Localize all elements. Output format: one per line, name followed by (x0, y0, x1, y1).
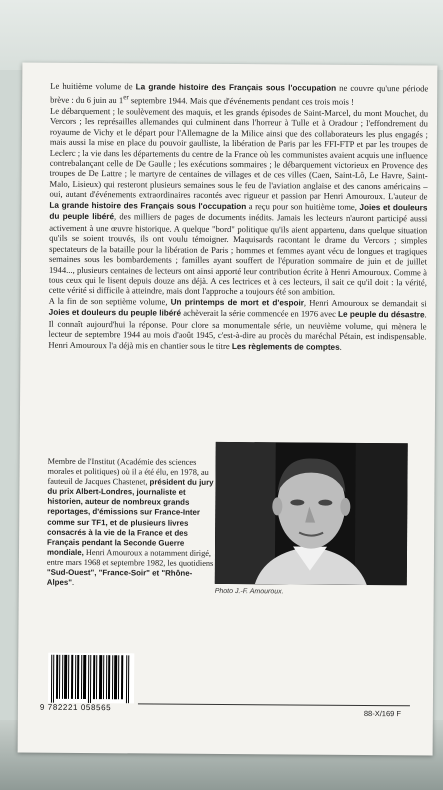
author-biography: Membre de l'Institut (Académie des sciences morales et politiques) où il a été élu, en 1978, au fauteuil de Jacques Chastenet, président du jury du prix Albert-Londres, journaliste et historien, auteur de nombreux grands reportages, d'émissions sur France-Inter comme sur TF1, et de plusieurs livres consacrés à la vie de la France et des Français pendant la Seconde Guerre mondiale, Henri Amouroux a notamment dirigé, entre mars 1968 et septembre 1982, les quotidiens "Sud-Ouest", "France-Soir" et "Rhône-Alpes". (46, 456, 214, 588)
book-series-title: La grande histoire des Français sous l'occupation (135, 82, 337, 93)
blurb-paragraph-1: Le huitième volume de La grande histoire des Français sous l'occupation ne couvre qu'une période brève : du 6 juin au 1er septembre 1944. Mais que d'événements pendant ces trois mois ! (50, 80, 429, 108)
barcode-digits: 9 782221 058565 (39, 702, 112, 713)
author-photo (215, 442, 408, 585)
isbn-barcode (48, 653, 134, 704)
book-back-cover (18, 63, 438, 756)
blurb-paragraph-3: A la fin de son septième volume, Un printemps de mort et d'espoir, Henri Amouroux se demandait si Joies et douleurs du peuple libéré achèverait la série commencée en 1976 avec Le peuple du désastre. Il connaît aujourd'hui la réponse. Pour clore sa monumentale série, un neuvième volume, qui mènera le lecteur de septembre 1944 au mois d'août 1945, c'est-à-dire au procès du maréchal Pétain, est indispensable. Henri Amouroux l'a déjà mis en chantier sous le titre Les règlements de comptes. (48, 295, 427, 352)
catalog-number: 88-X/169 F (363, 708, 402, 719)
back-cover-blurb (48, 81, 428, 354)
background-top (0, 0, 443, 70)
blurb-paragraph-2: Le débarquement ; le soulèvement des maquis, et les grands épisodes de Saint-Marcel, du mont Mouchet, du Vercors ; les représailles allemandes qui culminent dans l'horreur à Tulle et à Oradour ; l'effondrement du royaume de Vichy et le départ pour l'Allemagne de la Milice ainsi que des collaborateurs les plus engagés ; mais aussi la mise en place du pouvoir gaulliste, la libération de Paris par les FFI-FTP et par les troupes de Leclerc ; la vie dans les départements du centre de la France où les communistes avaient acquis une influence contrebalançant celle de De Gaulle ; les exécutions sommaires ; le débarquement victorieux en Provence des troupes de De Lattre ; le martyre de centaines de villages et de ces villes (Caen, Saint-Lô, Le Havre, Saint-Malo, Lisieux) qui resteront plusieurs semaines sous le feu de l'aviation anglaise et des canons américains – oui, autant d'événements extraordinaires racontés avec rigueur et passion par Henri Amouroux. L'auteur de La grande histoire des Français sous l'occupation a reçu pour son huitième tome, Joies et douleurs du peuple libéré, des milliers de pages de documents inédits. Jamais les lecteurs n'auront participé aussi activement à une œuvre historique. A quelque "bord" politique qu'ils aient appartenu, dans quelque situation qu'ils se soient trouvés, ils ont voulu témoigner. Maquisards racontant le drame du Vercors ; simples spectateurs de la bataille pour la libération de Paris ; hommes et femmes ayant vécu de longues et tragiques semaines sous les bombardements ; familles ayant souffert de l'épuration sommaire de juin et de juillet 1944..., plusieurs centaines de lecteurs ont ainsi apporté leur contribution écrite à Henri Amouroux. Comme à tous ceux qui le lisent depuis douze ans déjà. A ces lectrices et à ces lecteurs, il sait ce qu'il doit : la vérité, cette vérité si difficile à atteindre, mais dont l'approche a toujours été son ambition. (48, 105, 429, 298)
divider-line (138, 703, 410, 706)
photo-credit: Photo J.-F. Amouroux. (214, 587, 284, 596)
